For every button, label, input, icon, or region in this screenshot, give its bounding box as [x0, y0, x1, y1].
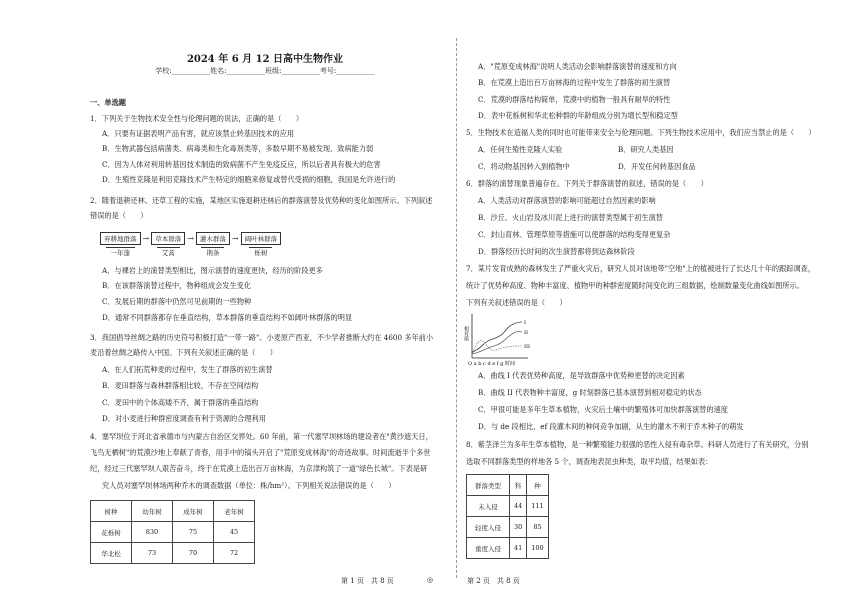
q4-option-c: C．荒漠的群落结构简单，荒漠中的植物一般具有耐旱的特性	[478, 95, 671, 104]
section-heading: 一、单选题	[90, 98, 126, 107]
succession-diagram	[100, 232, 281, 257]
table-cell: 75	[173, 522, 214, 543]
table-cell: 72	[214, 543, 255, 564]
q6-option-c: C．封山育林、管理草原等措施可以使群落的结构变得更复杂	[478, 230, 671, 239]
table-header-row	[91, 501, 255, 522]
q7-stem-line3: 下列有关叙述错误的是（ ）	[466, 298, 567, 307]
stage-name: 草本群落	[151, 232, 185, 245]
stage-3	[196, 232, 230, 257]
table-cell: 华北松	[91, 543, 132, 564]
q5-stem: 5．生物技术在造福人类的同时也可能带来安全与伦理问题。下列生物技术应用中，我们应当禁止的是（ ）	[466, 128, 816, 137]
table-row	[91, 543, 255, 564]
q5-option-a: A．任何生殖性克隆人实验	[478, 145, 563, 154]
page-title: 2024 年 6 月 12 日高中生物作业	[186, 54, 344, 65]
q1-option-a: A．只要有证据表明产品有害，就应该禁止转基因技术的应用	[102, 129, 295, 138]
q4-option-a: A．"荒原变成林海"说明人类活动会影响群落演替的速度和方向	[478, 62, 677, 71]
table-header-cell: 科	[510, 475, 527, 496]
q6-option-b: B．沙丘、火山岩及冰川泥上进行的演替类型属于初生演替	[478, 213, 663, 222]
q4-stem-line2: 飞鸟无栖树"的荒漠沙地上奉献了青春，用手中的镐头开启了"荒原变成林海"的奇迹故事。时间流逝半个多世	[90, 448, 431, 457]
q8-stem-line2: 选取不同群落类型的样地各 5 个，调查地表昆虫种类，取平均值，结果如表：	[466, 457, 713, 466]
arrow-icon: →	[142, 234, 150, 243]
q6-option-d: D．群落经历长时间的次生演替都将到达森林阶段	[478, 247, 635, 256]
curve-label: III	[524, 344, 530, 350]
q7-option-b: B．曲线 II 代表物种丰富度，g 时刻群落已基本演替到相对稳定的状态	[478, 388, 702, 397]
table-row	[467, 496, 549, 517]
table-cell: 70	[173, 543, 214, 564]
arrow-icon: →	[187, 234, 194, 243]
q4-stem-line3: 纪，经过三代塞罕坝人艰苦奋斗，终于在荒漠上造出百万亩林海，为京津构筑了一道"绿色长城"。下表是研	[90, 464, 428, 473]
page-number-left: 第 1 页 共 8 页	[341, 577, 394, 585]
table-cell: 111	[527, 496, 548, 517]
table-cell: 73	[132, 543, 173, 564]
q7-option-c: C．甲很可能是多年生草本植物，火灾后土壤中的繁殖体可加快群落演替的速度	[478, 405, 728, 414]
insect-survey-table	[466, 474, 549, 559]
q8-stem-line1: 8．紫茎泽兰为多年生草本植物，是一种繁殖能力很强的恶性入侵有毒杂草。科研人员进行了有关研究，分别	[466, 440, 809, 449]
q7-option-d: D．与 de 段相比，ef 段灌木间的种间竞争加剧，从生的灌木不利于乔木种子的萌发	[478, 422, 744, 431]
arrow-icon: →	[231, 234, 239, 243]
q5-option-b: B．研究人类基因	[618, 145, 674, 154]
table-cell: 44	[510, 496, 527, 517]
q4-stem-line1: 4．塞罕坝位于河北省承德市与内蒙古自治区交界处。60 年前，第一代塞罕坝林场的建设者在"黄沙遮天日，	[90, 432, 433, 441]
stage-dominant: 栎树	[249, 247, 272, 257]
table-cell: 830	[132, 522, 173, 543]
q3-option-a: A．在人们拓荒种麦的过程中，发生了群落的初生演替	[102, 365, 273, 374]
table-header-cell: 老年树	[214, 501, 255, 522]
q3-option-c: C．麦田中的个体高矮不齐，属于群落的垂直结构	[102, 398, 259, 407]
table-header-cell: 幼年树	[132, 501, 173, 522]
q3-option-b: B．麦田群落与森林群落相比较，不存在空间结构	[102, 381, 259, 390]
table-cell: 30	[510, 517, 527, 538]
table-header-cell: 树种	[91, 501, 132, 522]
table-header-cell: 种	[527, 475, 548, 496]
q2-option-b: B．在该群落演替过程中，物种组成会发生变化	[102, 281, 252, 290]
q3-option-d: D．对小麦进行种群密度调查有利于资源的合理利用	[102, 414, 266, 423]
q2-stem-line1: 2．随着退耕还林、还草工程的实施，某地区实施退耕还林后的群落演替及优势种的变化如图所示。下列叙述	[90, 196, 433, 205]
table-cell: 100	[527, 538, 548, 559]
q4-stem-line4: 究人员对塞罕坝林场两种乔木的调查数据（单位：株/hm²）。下列相关说法错误的是（ ）	[102, 481, 396, 490]
q1-option-d: D．生殖性克隆是利用克隆技术产生特定的细胞来修复或替代受损的细胞，我国是允许进行的	[102, 175, 396, 184]
student-info-line: 学校:___________姓名:___________班级:___________考号:___________	[155, 67, 375, 75]
q1-option-c: C．因为人体对利用转基因技术制造的致病菌不产生免疫反应，所以后者具有极大的危害	[102, 160, 381, 169]
stage-dominant: 艾蒿	[157, 247, 180, 257]
table-header-cell: 群落类型	[467, 475, 510, 496]
curve-II	[472, 332, 522, 355]
q7-stem-line2: 统计了优势种高度、物种丰富度、植物甲的种群密度随时间变化的三组数据，绘制数量变化曲线如图所示。	[466, 281, 804, 290]
q6-option-a: A．人类活动对群落演替的影响可能超过自然因素的影响	[478, 196, 656, 205]
q5-option-c: C．将动物基因转入到植物中	[478, 162, 570, 171]
q4-option-d: D．表中花栎树和华北松种群的年龄组成分别为增长型和稳定型	[478, 111, 678, 120]
q3-stem-line2: 麦沿着丝绸之路传入中国。下列有关叙述正确的是（ ）	[90, 348, 277, 357]
curve-label: II	[524, 330, 528, 336]
page-number-right: 第 2 页 共 8 页	[467, 577, 520, 585]
curve-I	[472, 322, 522, 352]
q2-stem-line2: 错误的是（ ）	[90, 211, 148, 220]
stage-name: 弃耕地群落	[100, 232, 141, 245]
stage-4	[241, 232, 282, 257]
q2-option-c: C．发展后期的群落中仍然可见前期的一些物种	[102, 297, 252, 306]
table-cell: 未入侵	[467, 496, 510, 517]
x-axis-label: O a b c d e f g 时间	[468, 361, 516, 367]
table-cell: 轻度入侵	[467, 517, 510, 538]
table-cell: 41	[510, 538, 527, 559]
curve-label: I	[524, 320, 526, 326]
table-header-row	[467, 475, 549, 496]
table-cell: 重度入侵	[467, 538, 510, 559]
binding-mark: ◎	[427, 576, 434, 584]
y-axis-label: 相对值	[463, 326, 469, 341]
table-cell: 45	[214, 522, 255, 543]
stage-1	[100, 232, 141, 257]
table-header-cell: 成年树	[173, 501, 214, 522]
stage-dominant: 荆条	[201, 247, 224, 257]
stage-name: 灌木群落	[196, 232, 230, 245]
q4-option-b: B．在荒漠上造出百万亩林海的过程中发生了群落的初生演替	[478, 78, 671, 87]
q7-option-a: A．曲线 I 代表优势种高度，是导致群落中优势种更替的决定因素	[478, 371, 685, 380]
table-row	[467, 538, 549, 559]
stage-name: 阔叶林群落	[241, 232, 282, 245]
stage-2	[151, 232, 185, 257]
table-cell: 花栎树	[91, 522, 132, 543]
q3-stem-line1: 3．我国倡导丝绸之路的历史符号积极打造"一带一路"。小麦原产西亚，不少学者推断大约在 4600 多年前小	[90, 333, 434, 342]
q7-stem-line1: 7．某片发育成熟的森林发生了严重火灾后，研究人员对该地带"空地"上的植被进行了长达几十年的跟踪调查，	[466, 264, 816, 273]
q1-stem: 1．下列关于生物技术安全性与伦理问题的说法，正确的是（ ）	[90, 114, 304, 123]
table-row	[467, 517, 549, 538]
q2-option-a: A．与裸岩上的演替类型相比，图示演替的速度更快，经历的阶段更多	[102, 266, 323, 275]
q2-option-d: D．通常不同群落都存在垂直结构，草本群落的垂直结构不如阔叶林群落的明显	[102, 313, 353, 322]
q5-option-d: D．开发任何转基因食品	[618, 162, 696, 171]
column-divider	[456, 38, 457, 578]
table-cell: 85	[527, 517, 548, 538]
tree-survey-table	[90, 500, 255, 564]
q7-curve-graph	[463, 312, 538, 368]
stage-dominant: 一年蓬	[106, 247, 136, 257]
table-row	[91, 522, 255, 543]
q6-stem: 6．群落的演替现象普遍存在。下列关于群落演替的叙述，错误的是（ ）	[466, 179, 708, 188]
q1-option-b: B．生物武器包括病菌类、病毒类和生化毒剂类等，多数早期不易被发现、致病能力弱	[102, 144, 374, 153]
